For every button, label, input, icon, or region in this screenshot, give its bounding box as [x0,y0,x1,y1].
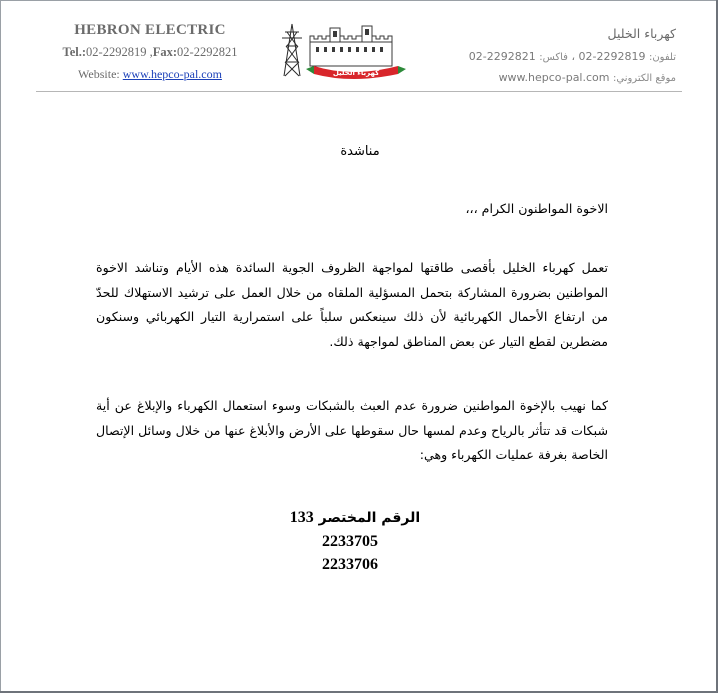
website-line-en [40,67,260,82]
tel-label-en: Tel.: [62,45,87,59]
short-number-label: الرقم المختصر [318,510,421,526]
phone-number-1: 2233705 [322,533,378,550]
website-text-ar: www.hepco-pal.com [498,71,610,84]
website-label-en: Website: [78,67,120,81]
building-icon [310,26,392,66]
website-line-ar [431,71,676,84]
letter-title: مناشدة [340,144,380,159]
header-arabic [431,26,676,84]
letter-paragraph-2: كما نهيب بالإخوة المواطنين ضرورة عدم العبث بالشبكات وسوء استعمال الكهرباء والإبلاغ عن أية شبكات قد تتأثر بالرياح وعدم لمسها حال سقوطها على الأرض والأبلاغ عنها من خلال وسائل الإتصال الخاصة بغرفة عمليات الكهرباء وهي: [96,398,608,462]
logo-text: كهرباء الخليل [332,69,380,77]
tel-number-en: 02-2292819 [86,45,147,59]
company-name-en: HEBRON ELECTRIC [74,22,226,38]
contact-line-en: Tel.:02-2292819 ,Fax:02-2292821 [62,45,238,59]
page-border-left [0,0,1,693]
emergency-contacts [200,506,500,576]
logo-banner [306,66,406,79]
fax-label-en: Fax: [152,45,178,59]
company-name-ar: كهرباء الخليل [607,26,676,41]
header-english [40,22,260,82]
contact-line-ar: تلفون: 02-2292819 ، فاكس: 02-2292821 [468,50,676,63]
fax-label-ar: فاكس: [539,52,568,63]
tel-label-ar: تلفون: [648,52,676,63]
tel-number-ar: 02-2292819 [578,50,646,63]
power-tower-icon [282,24,302,76]
phone-number-2: 2233706 [322,556,378,573]
fax-number-ar: 02-2292821 [468,50,536,63]
letter-greeting: الاخوة المواطنون الكرام ،،، [465,201,608,216]
hepco-logo [280,20,430,82]
website-link-en[interactable]: www.hepco-pal.com [122,67,222,81]
letter-paragraph-1: تعمل كهرباء الخليل بأقصى طاقتها لمواجهة الظروف الجوية السائدة هذه الأيام وتناشد الاخوة المواطنين بضرورة المشاركة بتحمل المسؤلية الملقاه من خلال العمل على ترشيد الاستهلاك للحدّ من ارتفاع الأحمال الكهربائية لأن ذلك سينعكس سلباً على استمرارية التيار الكهربائي وسنكون مضطرين لقطع التيار عن بعض المناطق لمواجهة ذلك. [96,260,608,349]
website-label-ar: موقع الكتروني: [612,73,676,84]
page-border-top [0,0,718,1]
fax-number-en: 02-2292821 [177,45,238,59]
short-number-line [200,506,500,530]
header-divider [36,91,682,92]
short-number: 133 [289,509,314,526]
